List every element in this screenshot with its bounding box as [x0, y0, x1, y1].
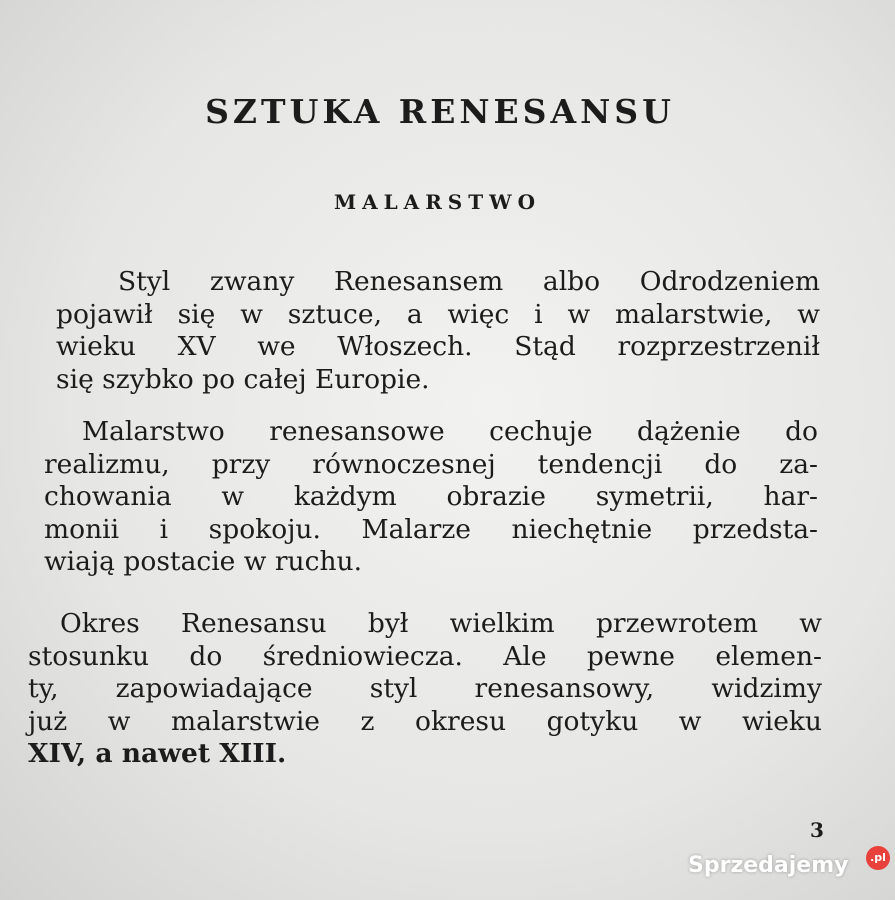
paragraph-3 — [28, 608, 822, 771]
text-line: się szybko po całej Europie. — [56, 363, 430, 395]
text-line: wieku XV we Włoszech. Stąd rozprzestrzenił — [56, 331, 820, 362]
paragraph-2 — [44, 416, 818, 579]
page-number: 3 — [810, 818, 824, 842]
text-line: wiają postacie w ruchu. — [44, 546, 363, 577]
text-line: Styl zwany Renesansem albo Odrodzeniem — [118, 266, 820, 297]
text-line: XIV, a nawet XIII. — [28, 738, 287, 769]
text-line: Okres Renesansu był wielkim przewrotem w — [60, 608, 822, 639]
watermark-logo: Sprzedajemy — [688, 853, 849, 878]
watermark-badge: .pl — [866, 846, 890, 870]
text-line: pojawił się w sztuce, a więc i w malarstwie, w — [56, 298, 820, 330]
text-line: monii i spokoju. Malarze niechętnie przedsta- — [44, 513, 818, 545]
section-heading: MALARSTWO — [333, 190, 542, 214]
text-line: stosunku do średniowiecza. Ale pewne elemen- — [28, 640, 822, 672]
text-line: ty, zapowiadające styl renesansowy, widzimy — [28, 673, 822, 704]
paragraph-1 — [56, 266, 820, 396]
page-title: SZTUKA RENESANSU — [205, 92, 675, 131]
text-line: Malarstwo renesansowe cechuje dążenie do — [82, 416, 818, 447]
text-line: realizmu, przy równoczesnej tendencji do za- — [44, 448, 818, 480]
text-line: chowania w każdym obrazie symetrii, har- — [44, 481, 818, 512]
text-line: już w malarstwie z okresu gotyku w wieku — [28, 705, 822, 737]
